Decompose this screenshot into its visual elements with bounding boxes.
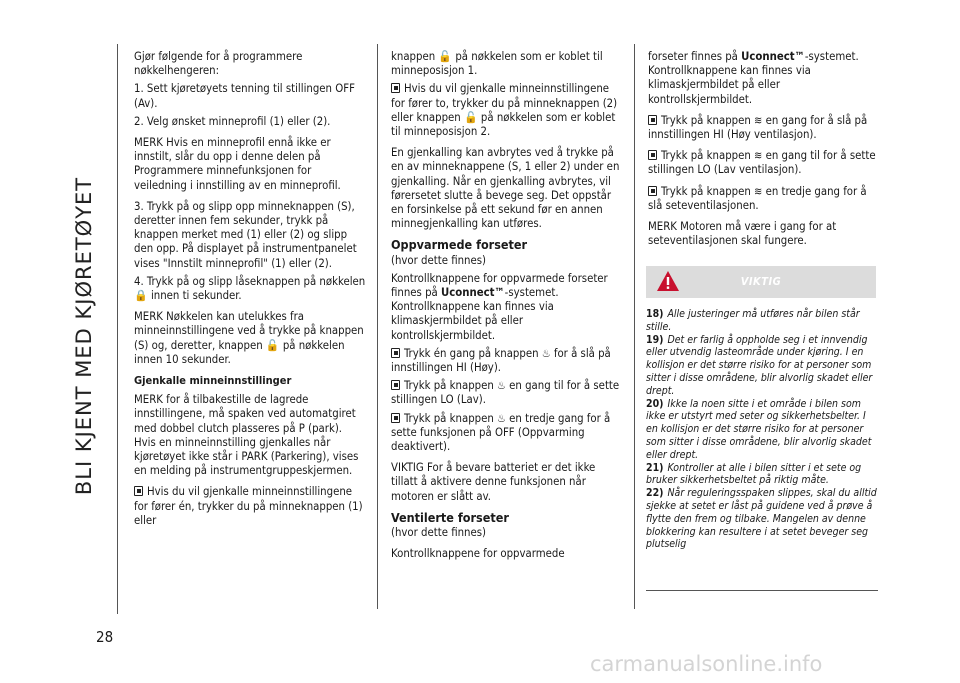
paragraph: 4. Trykk på og slipp låseknappen på nøkkelen 🔒 innen ti sekunder. xyxy=(134,274,366,303)
note-item: 20) Ikke la noen sitte i et område i bilen som ikke er utstyrt med seter og sikkerhetsbelter. I en kollisjon er det større risiko for at personer som sitter i disse områdene, blir alvorlig skadet eller drept. xyxy=(646,397,872,461)
bullet-icon xyxy=(391,348,400,358)
paragraph: Hvis du vil gjenkalle minneinnstillingene for fører én, trykker du på minneknappen (1) eller xyxy=(134,485,363,527)
paragraph: Trykk én gang på knappen ♨ for å slå på innstillingen HI (Høy). xyxy=(391,346,611,375)
text-column-3 xyxy=(648,50,880,252)
heated-seat-icon: ♨ xyxy=(497,379,506,393)
key-unlock-icon: 🔓 xyxy=(438,50,453,63)
note-item: 21) Kontroller at alle i bilen sitter i et sete og bruker sikkerhetsbeltet på riktig måte. xyxy=(646,461,862,487)
note-item: 19) Det er farlig å oppholde seg i et innvendig eller utvendig lasteområde under kjøring. I en kollisjon er det større risiko for at personer som sitter i disse områdene, blir alvorlig skadet eller drept. xyxy=(646,333,873,397)
bullet-icon xyxy=(391,83,400,93)
ventilated-seat-icon: ≋ xyxy=(754,113,763,127)
paragraph: En gjenkalling kan avbrytes ved å trykke på en av minneknappene (S, 1 eller 2) under en gjenkalling. Når en gjenkalling avbrytes, vil førersetet slutte å bevege seg. Det oppstår en forsinkelse på ett sekund før en annen minnegjenkalling kan utføres. xyxy=(391,146,620,231)
note-item: 22) Når reguleringsspaken slippes, skal du alltid sjekke at setet er låst på guidene ved å prøve å flytte den frem og tilbake. Mangelen av denne blokkering kan resultere i at setet beveger seg plutselig xyxy=(646,487,877,551)
important-title: VIKTIG xyxy=(740,275,782,288)
page-number: 28 xyxy=(96,628,114,646)
key-lock-icon: 🔒 xyxy=(134,289,148,303)
left-divider xyxy=(117,44,118,614)
text-column-2 xyxy=(391,50,623,566)
paragraph: Trykk på knappen ≋ en gang til for å sette stillingen LO (Lav ventilasjon). xyxy=(648,149,876,177)
paragraph: 1. Sett kjøretøyets tenning til stillingen OFF (Av). xyxy=(134,82,355,110)
section-heading: Gjenkalle minneinnstillinger xyxy=(134,374,292,388)
subheading: (hvor dette finnes) xyxy=(391,526,487,540)
notes-bottom-rule xyxy=(646,590,878,591)
paragraph: 2. Velg ønsket minneprofil (1) eller (2). xyxy=(134,114,331,128)
bullet-icon xyxy=(391,380,400,390)
paragraph: Hvis du vil gjenkalle minneinnstillingene for fører to, trykker du på minneknappen (2) eller knappen 🔓 på nøkkelen som er koblet til minneposisjon 2. xyxy=(391,82,618,139)
paragraph: forseter finnes på Uconnect™-systemet. Kontrollknappene kan finnes via klimaskjermbildet på eller kontrollskjermbildet. xyxy=(648,50,859,106)
paragraph: Trykk på knappen ≋ en tredje gang for å slå seteventilasjonen. xyxy=(648,184,867,212)
column-divider-1 xyxy=(377,44,378,609)
paragraph: MERK Nøkkelen kan utelukkes fra minneinnstillingene ved å trykke på knappen (S) og, deretter, knappen 🔓 på nøkkelen innen 10 sekunder. xyxy=(134,310,364,366)
heated-seat-icon: ♨ xyxy=(497,411,506,425)
bullet-icon xyxy=(648,150,657,160)
ventilated-seat-icon: ≋ xyxy=(754,184,763,198)
paragraph: Trykk på knappen ♨ en gang til for å sette stillingen LO (Lav). xyxy=(391,379,620,407)
ventilated-seat-icon: ≋ xyxy=(754,149,763,163)
paragraph: Trykk på knappen ≋ en gang for å slå på innstillingen HI (Høy ventilasjon). xyxy=(648,113,868,142)
important-notes xyxy=(646,308,878,551)
bullet-icon xyxy=(391,413,400,423)
paragraph: MERK Hvis en minneprofil ennå ikke er innstilt, slår du opp i denne delen på Programmere minnefunksjonen for veiledning i innstilling av en minneprofil. xyxy=(134,136,341,192)
bullet-icon xyxy=(134,486,143,496)
heated-seat-icon: ♨ xyxy=(541,346,551,360)
important-notice-header xyxy=(646,266,876,298)
paragraph: Trykk på knappen ♨ en tredje gang for å sette funksjonen på OFF (Oppvarming deaktivert). xyxy=(391,411,611,454)
paragraph: Kontrollknappene for oppvarmede forseter finnes på Uconnect™-systemet. Kontrollknappene kan finnes via klimaskjermbildet på eller kontrollskjermbildet. xyxy=(391,271,608,342)
paragraph: Kontrollknappene for oppvarmede xyxy=(391,547,565,561)
section-side-title: BLI KJENT MED KJØRETØYET xyxy=(72,176,96,496)
bullet-icon xyxy=(648,186,657,196)
paragraph: MERK Motoren må være i gang for at seteventilasjonen skal fungere. xyxy=(648,220,837,248)
text-column-1 xyxy=(134,50,366,532)
key-unlock-icon: 🔓 xyxy=(463,110,478,124)
bullet-icon xyxy=(648,115,657,125)
section-heading: Ventilerte forseter xyxy=(391,509,509,525)
paragraph: knappen 🔓 på nøkkelen som er koblet til minneposisjon 1. xyxy=(391,50,603,78)
paragraph: MERK for å tilbakestille de lagrede innstillingene, må spaken ved automatgiret med dobbel clutch plasseres på P (park). Hvis en minneinnstilling gjenkalles når kjøretøyet ikke står i PARK (Parkering), vises en melding på instrumentgruppeskjermen. xyxy=(134,393,359,478)
paragraph: VIKTIG For å bevare batteriet er det ikke tillatt å aktivere denne funksjonen når motoren er slått av. xyxy=(391,461,596,503)
section-heading: Oppvarmede forseter xyxy=(391,237,528,253)
watermark: carmanualsonline.info xyxy=(590,652,823,676)
key-unlock-icon: 🔓 xyxy=(265,338,280,352)
column-divider-2 xyxy=(634,44,635,609)
subheading: (hvor dette finnes) xyxy=(391,253,487,267)
paragraph: Gjør følgende for å programmere nøkkelhengeren: xyxy=(134,50,303,78)
note-item: 18) Alle justeringer må utføres når bilen står stille. xyxy=(646,308,860,333)
paragraph: 3. Trykk på og slipp opp minneknappen (S), deretter innen fem sekunder, trykk på knappen merket med (1) eller (2) og slipp den opp. På displayet på instrumentpanelet vises "Innstilt minneprofil" (1) eller (2). xyxy=(134,199,357,270)
